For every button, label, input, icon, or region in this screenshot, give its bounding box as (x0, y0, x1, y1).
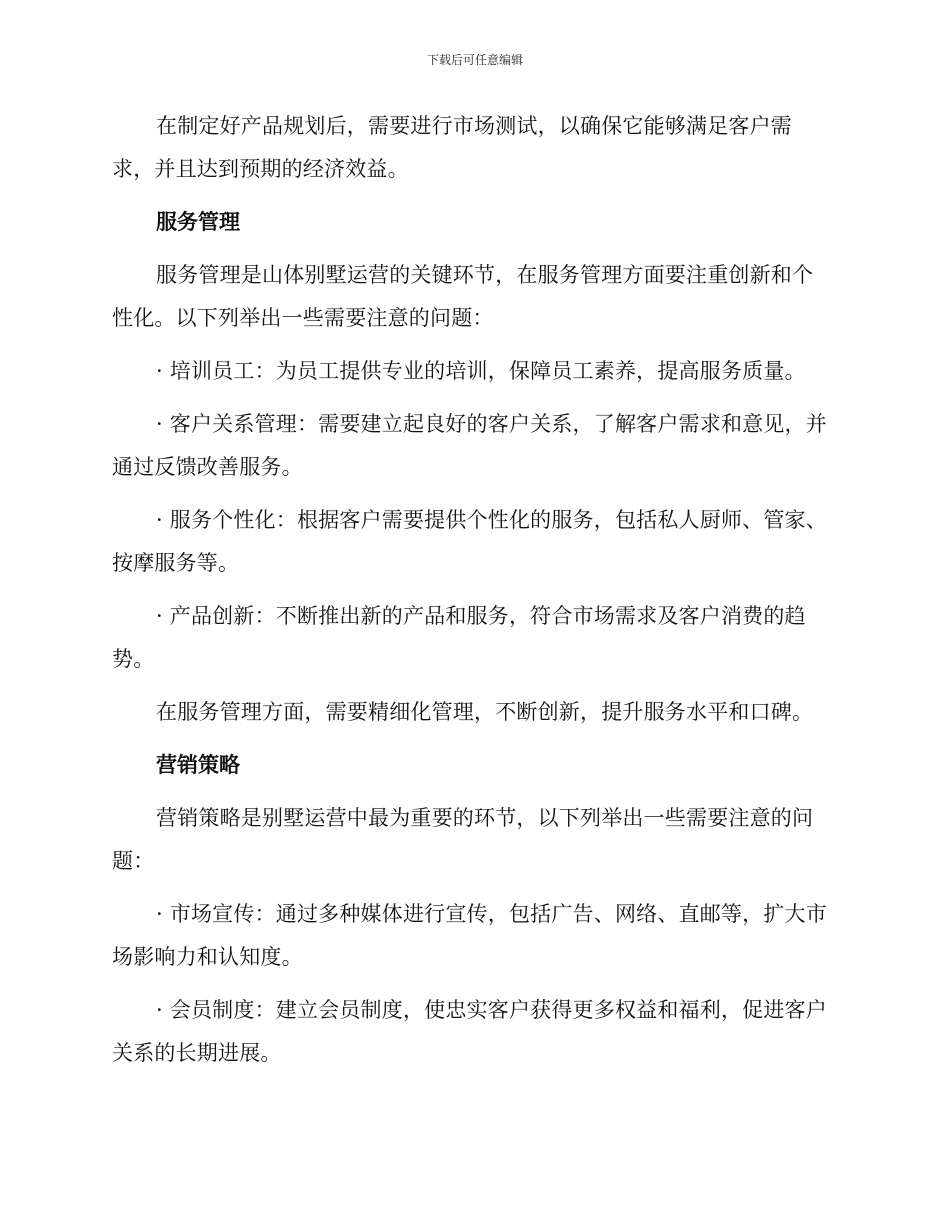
list-item-market-promotion: · 市场宣传：通过多种媒体进行宣传，包括广告、网络、直邮等，扩大市场影响力和认知度。 (112, 902, 827, 969)
paragraph-market-test: 在制定好产品规划后，需要进行市场测试，以确保它能够满足客户需求，并且达到预期的经济效益。 (112, 114, 792, 181)
paragraph-service-summary: 在服务管理方面，需要精细化管理，不断创新，提升服务水平和口碑。 (156, 700, 814, 724)
list-item-staff-training: · 培训员工：为员工提供专业的培训，保障员工素养，提高服务质量。 (156, 359, 806, 383)
list-item-customer-relations: · 客户关系管理：需要建立起良好的客户关系，了解客户需求和意见，并通过反馈改善服务。 (112, 412, 827, 479)
heading-marketing-strategy: 营销策略 (156, 753, 240, 777)
list-item-membership-system: · 会员制度：建立会员制度，使忠实客户获得更多权益和福利，促进客户关系的长期进展。 (112, 998, 827, 1065)
list-item-product-innovation: · 产品创新：不断推出新的产品和服务，符合市场需求及客户消费的趋势。 (112, 604, 806, 671)
page-header: 下载后可任意编辑 (426, 53, 523, 67)
list-item-personalized-service: · 服务个性化：根据客户需要提供个性化的服务，包括私人厨师、管家、按摩服务等。 (112, 508, 827, 575)
paragraph-marketing-intro: 营销策略是别墅运营中最为重要的环节，以下列举出一些需要注意的问题： (112, 806, 814, 873)
paragraph-service-intro: 服务管理是山体别墅运营的关键环节，在服务管理方面要注重创新和个性化。以下列举出一些需要注意的问题： (112, 263, 814, 330)
document-body (112, 105, 834, 1085)
heading-service-management: 服务管理 (156, 210, 240, 234)
